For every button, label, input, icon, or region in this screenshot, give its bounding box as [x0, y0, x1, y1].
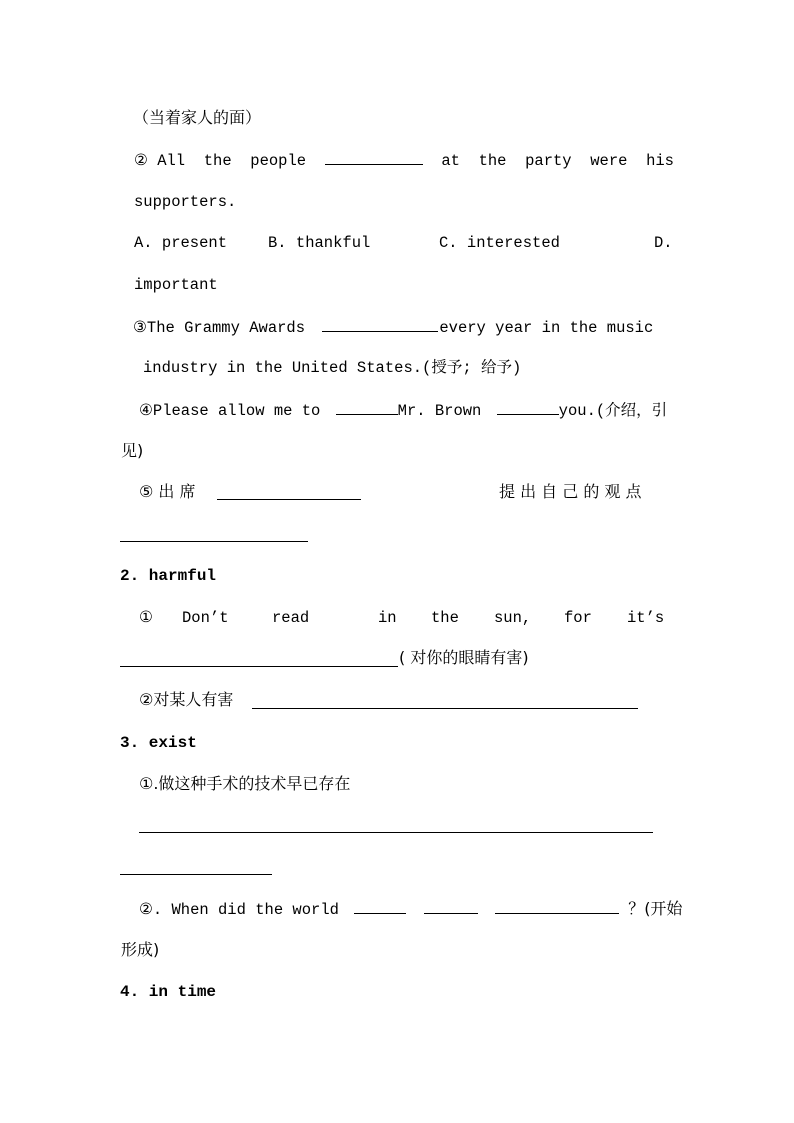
word: read: [272, 609, 310, 627]
q2-sentence-1-hint: ( 对你的眼睛有害): [399, 648, 529, 667]
word: his: [646, 152, 674, 170]
sentence-start: ③The Grammy Awards: [133, 319, 306, 337]
sentence-start: ②. When did the world: [139, 901, 339, 919]
sentence-start: ④Please allow me to: [139, 402, 321, 420]
q1-sentence-2-line-1: [134, 150, 674, 171]
answer-blank[interactable]: [354, 899, 406, 914]
q3-heading: 3. exist: [120, 734, 197, 752]
sentence-end: you.(介绍，引: [558, 402, 668, 420]
word: for: [564, 609, 592, 627]
answer-blank[interactable]: [336, 400, 398, 415]
option-d: D.: [654, 234, 673, 252]
answer-blank[interactable]: [424, 899, 478, 914]
word: the: [431, 609, 459, 627]
option-c: C. interested: [439, 234, 560, 252]
q1-sentence-3-line-2: industry in the United States.(授予; 给予): [143, 359, 522, 377]
answer-line[interactable]: [120, 666, 398, 667]
answer-blank[interactable]: [325, 150, 423, 165]
q1-sentence-3-line-1: [133, 317, 653, 338]
option-d-text: important: [134, 276, 218, 294]
q3-sentence-1-label: ①.做这种手术的技术早已存在: [139, 774, 351, 793]
word: ①: [139, 609, 153, 627]
q1-sentence-4-line-1: [139, 400, 667, 421]
sentence-mid: Mr. Brown: [397, 402, 482, 420]
sentence-end: ？(开始: [628, 899, 683, 918]
word: it’s: [627, 609, 665, 627]
answer-line[interactable]: [252, 708, 638, 709]
option-b: B. thankful: [268, 234, 371, 252]
q1-sentence-4-line-2: 见): [121, 441, 144, 460]
q1-sentence-2-line-2: supporters.: [134, 193, 237, 211]
answer-line[interactable]: [120, 874, 272, 875]
word: the: [478, 152, 507, 170]
word: party: [525, 152, 572, 170]
word: Don’t: [182, 609, 229, 627]
answer-line[interactable]: [217, 499, 361, 500]
word: sun,: [494, 609, 532, 627]
sentence-end: every year in the music: [439, 319, 654, 337]
answer-blank[interactable]: [495, 899, 619, 914]
q1-item-5-label: ⑤ 出 席: [139, 482, 196, 501]
q4-heading: 4. in time: [120, 983, 217, 1001]
word: at: [441, 152, 460, 170]
q2-sentence-2-label: ②对某人有害: [139, 690, 234, 709]
answer-line[interactable]: [120, 541, 308, 542]
answer-blank[interactable]: [497, 400, 559, 415]
word: were: [590, 152, 628, 170]
q3-sentence-2-line-1: [139, 899, 682, 920]
option-a: A. present: [134, 234, 228, 252]
word: in: [378, 609, 397, 627]
q1-item-5-label-2: 提 出 自 己 的 观 点: [499, 482, 642, 501]
answer-blank[interactable]: [322, 317, 438, 332]
q2-heading: 2. harmful: [120, 567, 217, 585]
word: ② All: [134, 152, 186, 170]
word: people: [250, 152, 307, 170]
q3-sentence-2-line-2: 形成): [121, 940, 160, 959]
top-note: （当着家人的面）: [133, 108, 262, 127]
word: the: [203, 152, 232, 170]
answer-line[interactable]: [139, 832, 653, 833]
